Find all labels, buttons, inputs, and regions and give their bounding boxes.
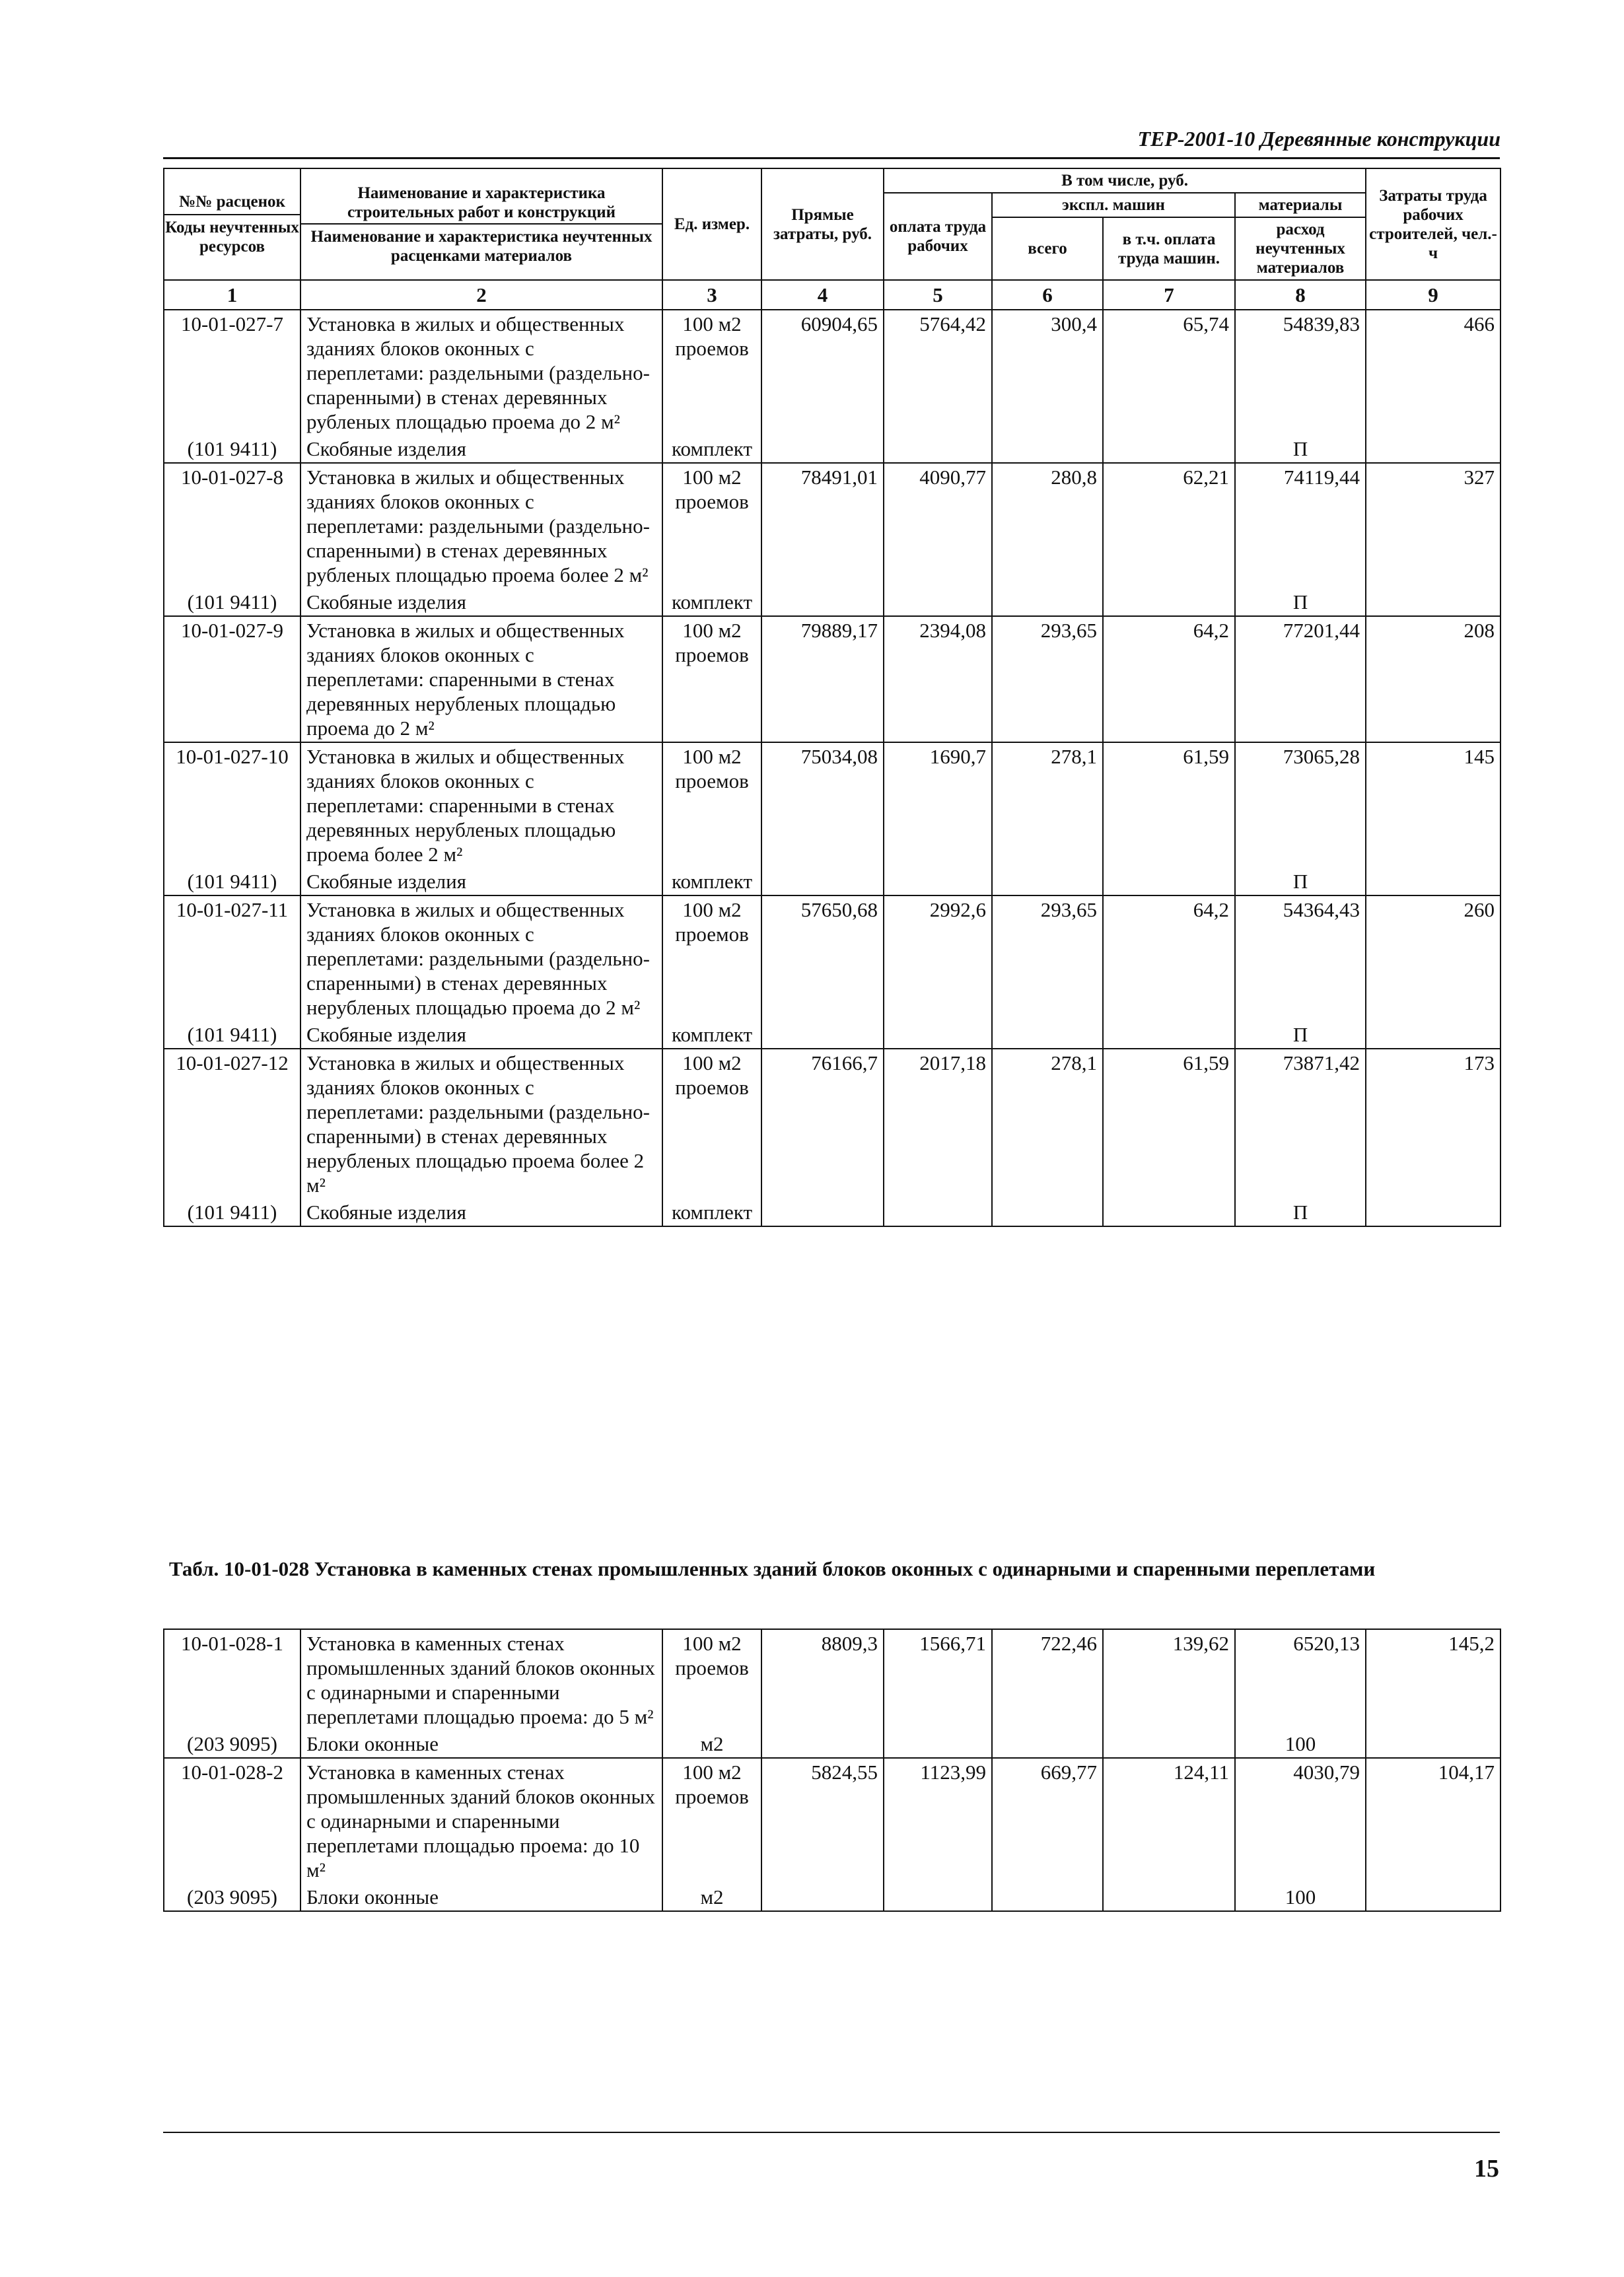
machines-total: 278,1 xyxy=(992,742,1103,868)
table-row xyxy=(164,1758,1500,1883)
column-number-row xyxy=(164,280,1500,310)
materials: 54839,83 xyxy=(1235,310,1366,435)
resource-unit: м2 xyxy=(662,1883,761,1911)
col-header-resource-names: Наименование и характеристика неучтенных расценками материалов xyxy=(310,227,653,265)
column-number: 2 xyxy=(300,280,662,310)
column-number: 1 xyxy=(164,280,300,310)
resource-row xyxy=(164,1199,1500,1226)
machines-wage: 62,21 xyxy=(1103,463,1235,588)
materials: 6520,13 xyxy=(1235,1629,1366,1730)
rate-code: 10-01-027-9 xyxy=(164,616,300,742)
machines-total: 278,1 xyxy=(992,1049,1103,1199)
resource-row xyxy=(164,1883,1500,1911)
col-header-name: Наименование и характеристика строительных работ и конструкций Наименование и характеристика неучтенных расценками материалов xyxy=(300,168,662,280)
machines-wage: 64,2 xyxy=(1103,616,1235,742)
direct-costs: 57650,68 xyxy=(761,895,884,1021)
machines-wage: 61,59 xyxy=(1103,1049,1235,1199)
labor-costs: 145 xyxy=(1366,742,1500,868)
resource-name: Скобяные изделия xyxy=(300,435,662,463)
direct-costs: 5824,55 xyxy=(761,1758,884,1883)
column-number: 9 xyxy=(1366,280,1500,310)
machines-total: 669,77 xyxy=(992,1758,1103,1883)
wage: 2992,6 xyxy=(884,895,992,1021)
labor-costs: 145,2 xyxy=(1366,1629,1500,1730)
rate-code: 10-01-027-12 xyxy=(164,1049,300,1199)
direct-costs: 76166,7 xyxy=(761,1049,884,1199)
resource-name: Скобяные изделия xyxy=(300,868,662,895)
resource-code: (101 9411) xyxy=(164,1199,300,1226)
rate-code: 10-01-027-10 xyxy=(164,742,300,868)
materials: 4030,79 xyxy=(1235,1758,1366,1883)
rate-unit: 100 м2 проемов xyxy=(662,742,761,868)
rate-name: Установка в жилых и общественных зданиях блоков оконных с переплетами: спаренными в стенах деревянных нерубленых площадью проема более 2 м² xyxy=(300,742,662,868)
resource-code: (101 9411) xyxy=(164,1021,300,1049)
column-number: 6 xyxy=(992,280,1103,310)
materials: 54364,43 xyxy=(1235,895,1366,1021)
resource-name: Блоки оконные xyxy=(300,1883,662,1911)
col-header-machines-total: всего xyxy=(992,217,1103,280)
resource-unit: комплект xyxy=(662,588,761,616)
col-header-rate-number: №№ расценок Коды неучтенных ресурсов xyxy=(164,168,300,280)
table-row xyxy=(164,310,1500,435)
rate-name: Установка в жилых и общественных зданиях блоков оконных с переплетами: раздельными (раздельно-спаренными) в стенах деревянных нерубленых площадью проема более 2 м² xyxy=(300,1049,662,1199)
labor-costs: 173 xyxy=(1366,1049,1500,1199)
labor-costs: 260 xyxy=(1366,895,1500,1021)
resource-code: (101 9411) xyxy=(164,588,300,616)
labor-costs: 208 xyxy=(1366,616,1500,742)
resource-code: (203 9095) xyxy=(164,1730,300,1758)
rate-code: 10-01-027-7 xyxy=(164,310,300,435)
col-header-including: В том числе, руб. xyxy=(884,168,1366,193)
resource-name: Скобяные изделия xyxy=(300,1021,662,1049)
rate-name: Установка в каменных стенах промышленных зданий блоков оконных с одинарными и спаренными переплетами площадью проема: до 5 м² xyxy=(300,1629,662,1730)
col-header-machines: экспл. машин xyxy=(992,193,1235,217)
resource-unit: комплект xyxy=(662,868,761,895)
running-header: ТЕР-2001-10 Деревянные конструкции xyxy=(1137,127,1500,151)
machines-wage: 139,62 xyxy=(1103,1629,1235,1730)
wage: 1566,71 xyxy=(884,1629,992,1730)
rate-unit: 100 м2 проемов xyxy=(662,1758,761,1883)
resource-code: (203 9095) xyxy=(164,1883,300,1911)
resource-unit: м2 xyxy=(662,1730,761,1758)
resource-code: (101 9411) xyxy=(164,868,300,895)
col-header-wage: оплата труда рабочих xyxy=(884,193,992,280)
rate-name: Установка в жилых и общественных зданиях блоков оконных с переплетами: раздельными (раздельно-спаренными) в стенах деревянных рубленых площадью проема более 2 м² xyxy=(300,463,662,588)
rate-code: 10-01-027-8 xyxy=(164,463,300,588)
wage: 1123,99 xyxy=(884,1758,992,1883)
labor-costs: 466 xyxy=(1366,310,1500,435)
direct-costs: 79889,17 xyxy=(761,616,884,742)
resource-code: (101 9411) xyxy=(164,435,300,463)
column-number: 5 xyxy=(884,280,992,310)
resource-name: Скобяные изделия xyxy=(300,588,662,616)
rates-table-027 xyxy=(163,168,1501,1227)
wage: 4090,77 xyxy=(884,463,992,588)
wage: 2017,18 xyxy=(884,1049,992,1199)
rate-code: 10-01-028-1 xyxy=(164,1629,300,1730)
col-header-materials-unaccounted: расход неучтенных материалов xyxy=(1235,217,1366,280)
col-header-resource-codes: Коды неучтенных ресурсов xyxy=(164,214,300,256)
machines-total: 293,65 xyxy=(992,616,1103,742)
resource-quantity: П xyxy=(1235,1199,1366,1226)
rate-name: Установка в каменных стенах промышленных зданий блоков оконных с одинарными и спаренными переплетами площадью проема: до 10 м² xyxy=(300,1758,662,1883)
machines-total: 280,8 xyxy=(992,463,1103,588)
resource-quantity: П xyxy=(1235,435,1366,463)
rate-unit: 100 м2 проемов xyxy=(662,1049,761,1199)
resource-row xyxy=(164,435,1500,463)
resource-quantity: П xyxy=(1235,588,1366,616)
resource-quantity: П xyxy=(1235,1021,1366,1049)
materials: 77201,44 xyxy=(1235,616,1366,742)
resource-unit: комплект xyxy=(662,435,761,463)
labor-costs: 104,17 xyxy=(1366,1758,1500,1883)
labor-costs: 327 xyxy=(1366,463,1500,588)
rate-unit: 100 м2 проемов xyxy=(662,310,761,435)
resource-row xyxy=(164,868,1500,895)
machines-wage: 64,2 xyxy=(1103,895,1235,1021)
page-number: 15 xyxy=(1474,2155,1499,2183)
machines-wage: 61,59 xyxy=(1103,742,1235,868)
column-number: 4 xyxy=(761,280,884,310)
wage: 1690,7 xyxy=(884,742,992,868)
col-header-direct-costs: Прямые затраты, руб. xyxy=(761,168,884,280)
resource-row xyxy=(164,1021,1500,1049)
materials: 73065,28 xyxy=(1235,742,1366,868)
column-number: 8 xyxy=(1235,280,1366,310)
wage: 2394,08 xyxy=(884,616,992,742)
column-number: 3 xyxy=(662,280,761,310)
direct-costs: 60904,65 xyxy=(761,310,884,435)
rate-unit: 100 м2 проемов xyxy=(662,616,761,742)
column-number: 7 xyxy=(1103,280,1235,310)
resource-row xyxy=(164,1730,1500,1758)
resource-unit: комплект xyxy=(662,1021,761,1049)
direct-costs: 8809,3 xyxy=(761,1629,884,1730)
col-header-machines-wage: в т.ч. оплата труда машин. xyxy=(1103,217,1235,280)
resource-name: Скобяные изделия xyxy=(300,1199,662,1226)
col-header-materials: материалы xyxy=(1235,193,1366,217)
resource-unit: комплект xyxy=(662,1199,761,1226)
resource-name: Блоки оконные xyxy=(300,1730,662,1758)
rate-name: Установка в жилых и общественных зданиях блоков оконных с переплетами: спаренными в стенах деревянных нерубленых площадью проема до 2 м² xyxy=(300,616,662,742)
header-rule xyxy=(163,157,1500,159)
table-caption: Табл. 10-01-028 Установка в каменных стенах промышленных зданий блоков оконных с одинарными и спаренными переплетами xyxy=(169,1557,1376,1580)
resource-row xyxy=(164,588,1500,616)
machines-wage: 65,74 xyxy=(1103,310,1235,435)
rate-name: Установка в жилых и общественных зданиях блоков оконных с переплетами: раздельными (раздельно-спаренными) в стенах деревянных рубленых площадью проема до 2 м² xyxy=(300,310,662,435)
rate-unit: 100 м2 проемов xyxy=(662,895,761,1021)
rate-name: Установка в жилых и общественных зданиях блоков оконных с переплетами: раздельными (раздельно-спаренными) в стенах деревянных нерубленых площадью проема до 2 м² xyxy=(300,895,662,1021)
machines-total: 293,65 xyxy=(992,895,1103,1021)
rate-code: 10-01-027-11 xyxy=(164,895,300,1021)
table-row xyxy=(164,1049,1500,1199)
materials: 74119,44 xyxy=(1235,463,1366,588)
direct-costs: 75034,08 xyxy=(761,742,884,868)
machines-total: 722,46 xyxy=(992,1629,1103,1730)
col-header-unit: Ед. измер. xyxy=(662,168,761,280)
col-header-labor-costs: Затраты труда рабочих строителей, чел.-ч xyxy=(1366,168,1500,280)
rate-code: 10-01-028-2 xyxy=(164,1758,300,1883)
wage: 5764,42 xyxy=(884,310,992,435)
direct-costs: 78491,01 xyxy=(761,463,884,588)
resource-quantity: П xyxy=(1235,868,1366,895)
machines-total: 300,4 xyxy=(992,310,1103,435)
resource-quantity: 100 xyxy=(1235,1883,1366,1911)
table-row xyxy=(164,895,1500,1021)
table-row xyxy=(164,463,1500,588)
rate-unit: 100 м2 проемов xyxy=(662,1629,761,1730)
resource-quantity: 100 xyxy=(1235,1730,1366,1758)
materials: 73871,42 xyxy=(1235,1049,1366,1199)
rates-table-028 xyxy=(163,1629,1501,1912)
rate-unit: 100 м2 проемов xyxy=(662,463,761,588)
machines-wage: 124,11 xyxy=(1103,1758,1235,1883)
table-row xyxy=(164,616,1500,742)
table-row xyxy=(164,742,1500,868)
table-row xyxy=(164,1629,1500,1730)
footer-rule xyxy=(163,2132,1500,2133)
